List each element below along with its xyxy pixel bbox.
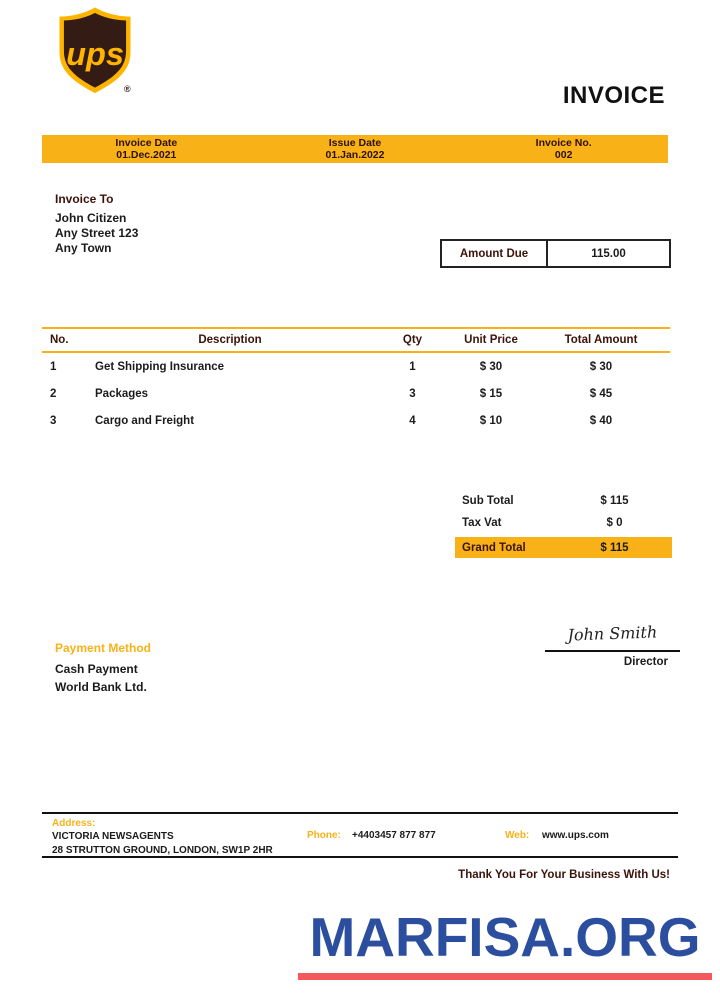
row-qty: 4 [409, 414, 416, 427]
amount-due-label: Amount Due [442, 241, 548, 266]
recipient-name: John Citizen [55, 211, 127, 225]
signatory-title: Director [623, 656, 668, 668]
table-row [42, 380, 670, 407]
row-unit-price: $ 30 [479, 360, 503, 373]
svg-text:ups: ups [66, 36, 124, 73]
site-watermark [298, 906, 712, 980]
row-total: $ 40 [589, 414, 613, 427]
address-line-2: 28 STRUTTON GROUND, LONDON, SW1P 2HR [52, 845, 273, 856]
footer-contact-bar [42, 812, 678, 858]
invoice-info-bar [42, 135, 668, 163]
tax-row [455, 512, 672, 534]
row-description: Cargo and Freight [95, 414, 195, 427]
address-label: Address: [52, 818, 96, 829]
payment-bank-line: World Bank Ltd. [55, 679, 147, 694]
invoice-date-value: 01.Dec.2021 [116, 149, 177, 161]
thank-you-note: Thank You For Your Business With Us! [458, 869, 670, 881]
invoice-date-label: Invoice Date [115, 137, 178, 149]
amount-due-box [440, 239, 671, 268]
web-label: Web: [505, 830, 530, 841]
row-unit-price: $ 10 [479, 414, 503, 427]
row-no: 1 [50, 360, 57, 373]
tax-label: Tax Vat [462, 517, 502, 529]
grand-total-label: Grand Total [462, 541, 526, 554]
amount-due-value: 115.00 [591, 247, 626, 260]
watermark-text: MARFISA.ORG [309, 906, 701, 968]
header-description: Description [198, 334, 262, 346]
row-qty: 1 [409, 360, 416, 373]
totals-block [455, 490, 672, 558]
recipient-town: Any Town [55, 241, 112, 255]
table-row [42, 407, 670, 434]
registered-trademark-mark: ® [124, 84, 131, 94]
recipient-street: Any Street 123 [55, 226, 139, 240]
invoice-to-block [55, 192, 138, 256]
invoice-number-cell [459, 135, 668, 163]
row-unit-price: $ 15 [479, 387, 503, 400]
subtotal-row [455, 490, 672, 512]
page-title: INVOICE [562, 82, 665, 109]
header-unit-price: Unit Price [464, 334, 518, 346]
payment-method-heading: Payment Method [55, 641, 152, 655]
row-total: $ 30 [589, 360, 613, 373]
signature-handwriting: John Smith [567, 622, 658, 645]
grand-total-value: $ 115 [600, 541, 629, 554]
tax-value: $ 0 [606, 517, 623, 529]
web-value: www.ups.com [542, 830, 609, 841]
ups-shield-icon [58, 6, 132, 96]
header-total-amount: Total Amount [564, 334, 638, 346]
address-line-1: VICTORIA NEWSAGENTS [52, 831, 174, 842]
header-no: No. [50, 334, 69, 346]
invoice-number-label: Invoice No. [535, 137, 592, 149]
invoice-number-value: 002 [554, 149, 573, 161]
payment-method-block [55, 641, 151, 696]
ups-logo-icon [58, 6, 132, 96]
row-description: Packages [95, 387, 149, 400]
items-table [42, 327, 670, 434]
invoice-date-cell [42, 135, 251, 163]
phone-label: Phone: [307, 830, 341, 841]
issue-date-label: Issue Date [328, 137, 382, 149]
row-no: 2 [50, 387, 57, 400]
issue-date-value: 01.Jan.2022 [325, 149, 385, 161]
row-total: $ 45 [589, 387, 613, 400]
invoice-to-heading: Invoice To [55, 192, 114, 206]
subtotal-value: $ 115 [600, 495, 629, 507]
header-qty: Qty [402, 334, 423, 346]
phone-value: +4403457 877 877 [352, 830, 436, 841]
grand-total-row [455, 537, 672, 558]
table-row [42, 353, 670, 380]
subtotal-label: Sub Total [462, 495, 514, 507]
payment-method-line: Cash Payment [55, 662, 138, 676]
row-qty: 3 [409, 387, 416, 400]
row-description: Get Shipping Insurance [95, 360, 225, 373]
table-header-row [42, 329, 670, 351]
row-no: 3 [50, 414, 57, 427]
issue-date-cell [251, 135, 460, 163]
watermark-underline [298, 973, 712, 980]
signature-block [545, 624, 680, 668]
